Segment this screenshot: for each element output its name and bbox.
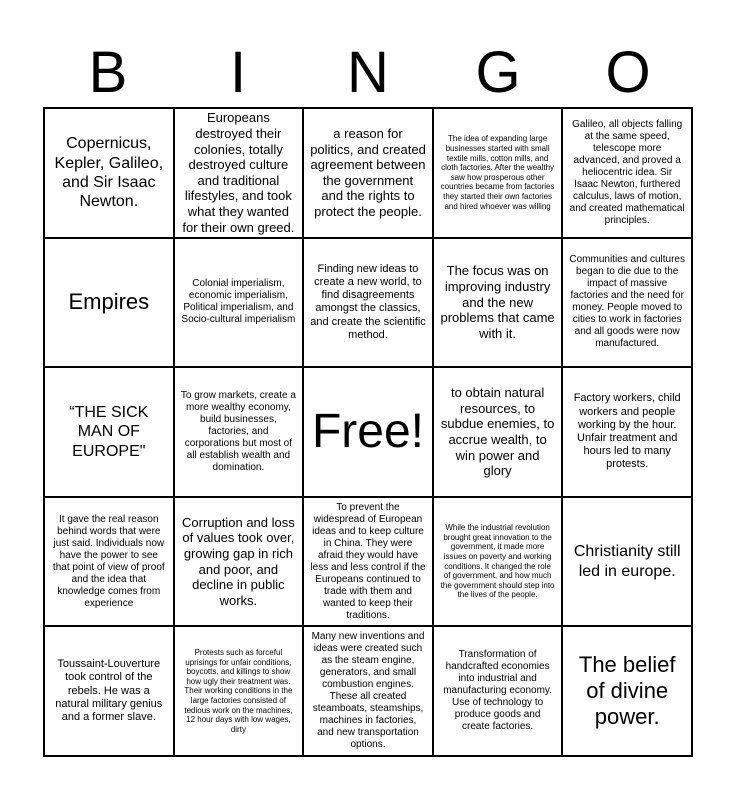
bingo-grid xyxy=(43,107,693,757)
bingo-cell-r5c2: Protests such as forceful uprisings for unfair conditions, boycotts, and killings to show how ugly their treatment was. Their working conditions in the large factories consisted of tedious work on the machines, 12 hour days with low wages, dirty xyxy=(174,626,304,756)
bingo-cell-r3c2: To grow markets, create a more wealthy economy, build businesses, factories, and corporations but most of all establish wealth and domination. xyxy=(174,367,304,497)
bingo-cell-r3c5: Factory workers, child workers and people working by the hour. Unfair treatment and hours led to many protests. xyxy=(562,367,692,497)
bingo-cell-r5c1: Toussaint-Louverture took control of the rebels. He was a natural military genius and a former slave. xyxy=(44,626,174,756)
bingo-cell-r3c4: to obtain natural resources, to subdue enemies, to accrue wealth, to win power and glory xyxy=(433,367,563,497)
bingo-cell-r1c2: Europeans destroyed their colonies, totally destroyed culture and traditional lifestyles, and took what they wanted for their own greed. xyxy=(174,108,304,238)
header-letter-i: I xyxy=(229,40,247,105)
header-letter-g: G xyxy=(475,40,521,105)
bingo-cell-r5c4: Transformation of handcrafted economies into industrial and manufacturing economy. Use of technology to produce goods and create factories. xyxy=(433,626,563,756)
bingo-cell-r4c2: Corruption and loss of values took over, growing gap in rich and poor, and decline in public works. xyxy=(174,497,304,627)
bingo-cell-r4c3: To prevent the widespread of European ideas and to keep culture in China. They were afraid they would have less and less control if the Europeans continued to trade with them and wanted to keep their traditions. xyxy=(303,497,433,627)
bingo-cell-r2c3: Finding new ideas to create a new world, to find disagreements amongst the classics, and create the scientific method. xyxy=(303,238,433,368)
bingo-cell-r2c4: The focus was on improving industry and the new problems that came with it. xyxy=(433,238,563,368)
bingo-cell-free: Free! xyxy=(303,367,433,497)
bingo-header xyxy=(43,40,693,106)
header-letter-b: B xyxy=(88,40,128,105)
bingo-cell-r3c1: “THE SICK MAN OF EUROPE" xyxy=(44,367,174,497)
header-letter-n: N xyxy=(347,40,389,105)
bingo-cell-r2c5: Communities and cultures began to die due to the impact of massive factories and the need for money. People moved to cities to work in factories and all goods were now manufactured. xyxy=(562,238,692,368)
bingo-cell-r5c5: The belief of divine power. xyxy=(562,626,692,756)
bingo-cell-r4c1: It gave the real reason behind words that were just said. Individuals now have the power to see that point of view of proof and the idea that knowledge comes from experience xyxy=(44,497,174,627)
bingo-cell-r2c2: Colonial imperialism, economic imperialism, Political imperialism, and Socio-cultural imperialism xyxy=(174,238,304,368)
bingo-cell-r1c1: Copernicus, Kepler, Galileo, and Sir Isaac Newton. xyxy=(44,108,174,238)
bingo-cell-r1c4: The idea of expanding large businesses started with small textile mills, cotton mills, and cloth factories. After the wealthy saw how prosperous other countries became from factories they started their own factories and hired whoever was willing xyxy=(433,108,563,238)
bingo-cell-r2c1: Empires xyxy=(44,238,174,368)
header-letter-o: O xyxy=(605,40,651,105)
bingo-cell-r4c5: Christianity still led in europe. xyxy=(562,497,692,627)
bingo-cell-r5c3: Many new inventions and ideas were created such as the steam engine, generators, and small combustion engines. These all created steamboats, steamships, machines in factories, and new transportation options. xyxy=(303,626,433,756)
bingo-cell-r4c4: While the industrial revolution brought great innovation to the government, it made more issues on poverty and working conditions. It changed the role of government, and how much the government should step into the lives of the people. xyxy=(433,497,563,627)
bingo-cell-r1c3: a reason for politics, and created agreement between the government and the rights to protect the people. xyxy=(303,108,433,238)
bingo-cell-r1c5: Galileo, all objects falling at the same speed, telescope more advanced, and proved a heliocentric idea. Sir Isaac Newton, furthered calculus, laws of motion, and created mathematical principles. xyxy=(562,108,692,238)
